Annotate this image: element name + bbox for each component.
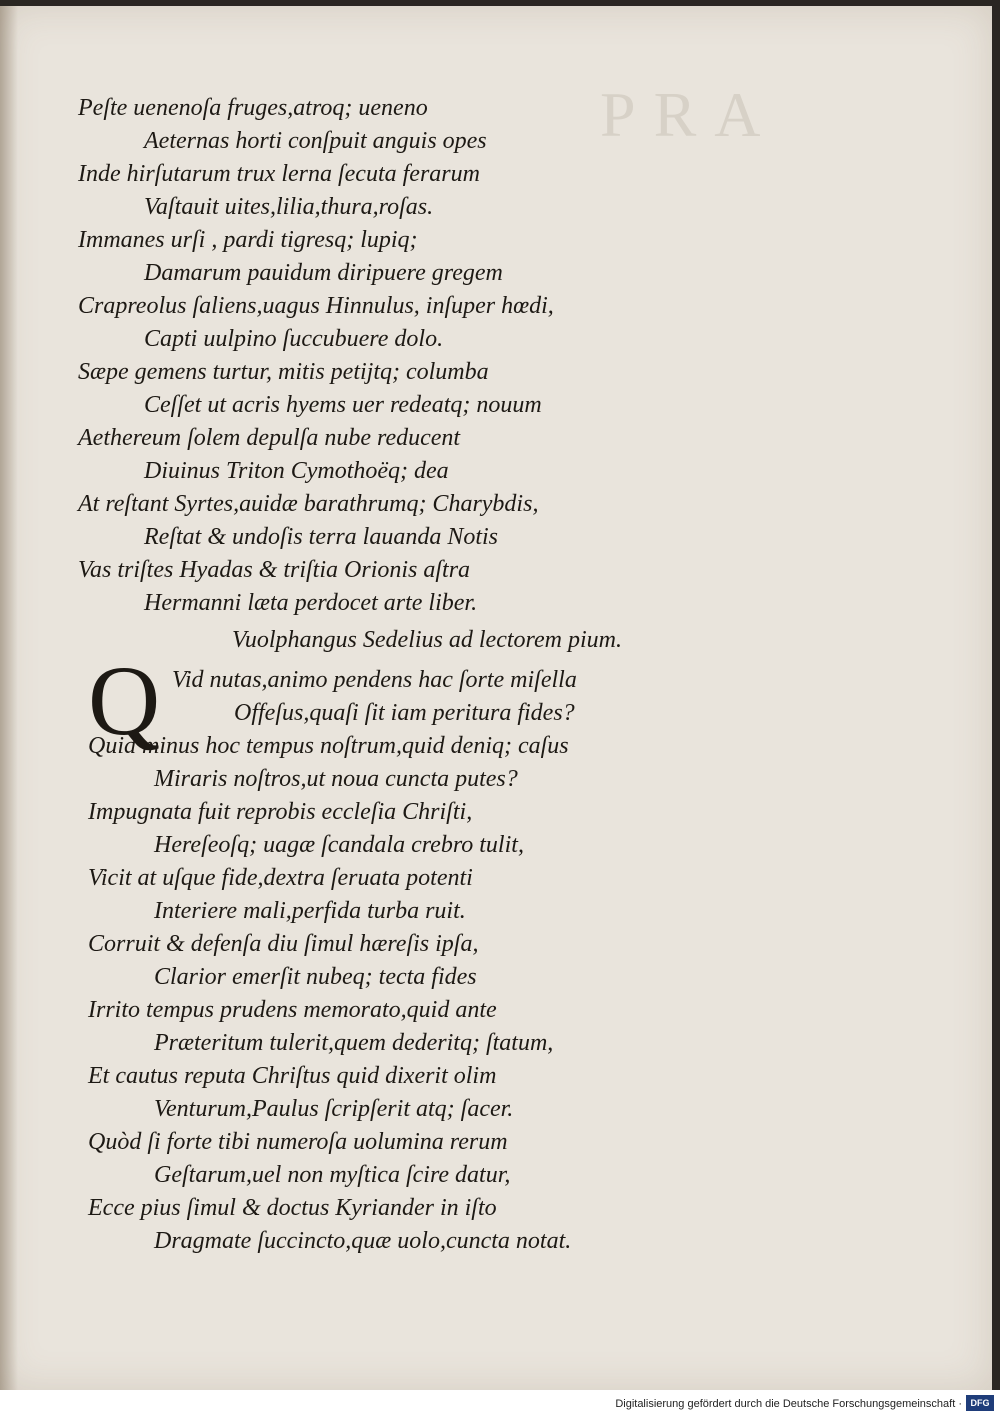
verse-line: Irrito tempus prudens memorato,quid ante (88, 997, 497, 1023)
verse-line: Sæpe gemens turtur, mitis petijtq; columba (78, 359, 489, 385)
verse-line: Reſtat & undoſis terra lauanda Notis (144, 524, 499, 550)
verse-line: Aeternas horti conſpuit anguis opes (144, 128, 487, 154)
verse-line: Aethereum ſolem depulſa nube reducent (78, 425, 461, 451)
verse-line: Damarum pauidum diripuere gregem (144, 260, 503, 286)
verse-line: Hermanni læta perdocet arte liber. (144, 590, 478, 616)
verse-line: Venturum,Paulus ſcripſerit atq; ſacer. (154, 1096, 514, 1122)
poem-block-1 (78, 92, 554, 620)
verse-line: Peſte uenenoſa fruges,atroq; ueneno (78, 95, 428, 121)
verse-line: Clarior emerſit nubeq; tecta fides (154, 964, 477, 990)
funding-credit: Digitalisierung gefördert durch die Deutsche Forschungsgemeinschaft · (615, 1398, 962, 1410)
bleed-through-heading: PRA (600, 79, 779, 150)
dfg-logo-icon: DFG (966, 1395, 994, 1411)
section-heading: Vuolphangus Sedelius ad lectorem pium. (232, 627, 622, 653)
verse-line: Immanes urſi , pardi tigresq; lupiq; (78, 227, 418, 253)
verse-line: Crapreolus ſaliens,uagus Hinnulus, inſuper hœdi, (78, 293, 554, 319)
verse-line: Vid nutas,animo pendens hac ſorte miſella (172, 667, 577, 693)
verse-line: Inde hirſutarum trux lerna ſecuta ferarum (78, 161, 480, 187)
scanned-page (0, 6, 992, 1390)
poem-block-2 (88, 664, 577, 1258)
verse-line: Offeſus,quaſi ſit iam peritura fides? (234, 700, 575, 726)
verse-line: Geſtarum,uel non myſtica ſcire datur, (154, 1162, 511, 1188)
verse-line: Capti uulpino ſuccubuere dolo. (144, 326, 444, 352)
verse-line: Dragmate ſuccincto,quæ uolo,cuncta notat. (154, 1228, 572, 1254)
verse-line: At reſtant Syrtes,auidæ barathrumq; Charybdis, (78, 491, 539, 517)
verse-line: Quid minus hoc tempus noſtrum,quid deniq; caſus (88, 733, 569, 759)
verse-line: Hereſeoſq; uagæ ſcandala crebro tulit, (154, 832, 524, 858)
verse-line: Ecce pius ſimul & doctus Kyriander in iſto (88, 1195, 497, 1221)
verse-line: Quòd ſi forte tibi numeroſa uolumina rerum (88, 1129, 508, 1155)
verse-line: Diuinus Triton Cymothoëq; dea (144, 458, 449, 484)
verse-line: Miraris noſtros,ut noua cuncta putes? (154, 766, 518, 792)
digitization-footer (0, 1390, 1000, 1421)
verse-line: Præteritum tulerit,quem dederitq; ſtatum, (154, 1030, 554, 1056)
verse-line: Vaſtauit uites,lilia,thura,roſas. (144, 194, 434, 220)
verse-line: Vicit at uſque fide,dextra ſeruata potenti (88, 865, 473, 891)
verse-line: Corruit & defenſa diu ſimul hæreſis ipſa, (88, 931, 479, 957)
verse-line: Ceſſet ut acris hyems uer redeatq; nouum (144, 392, 542, 418)
drop-capital: Q (88, 645, 161, 756)
verse-line: Interiere mali,perfida turba ruit. (154, 898, 466, 924)
verse-line: Et cautus reputa Chriſtus quid dixerit olim (88, 1063, 497, 1089)
verse-line: Impugnata fuit reprobis eccleſia Chriſti, (88, 799, 473, 825)
verse-line: Vas triſtes Hyadas & triſtia Orionis aſtra (78, 557, 471, 583)
